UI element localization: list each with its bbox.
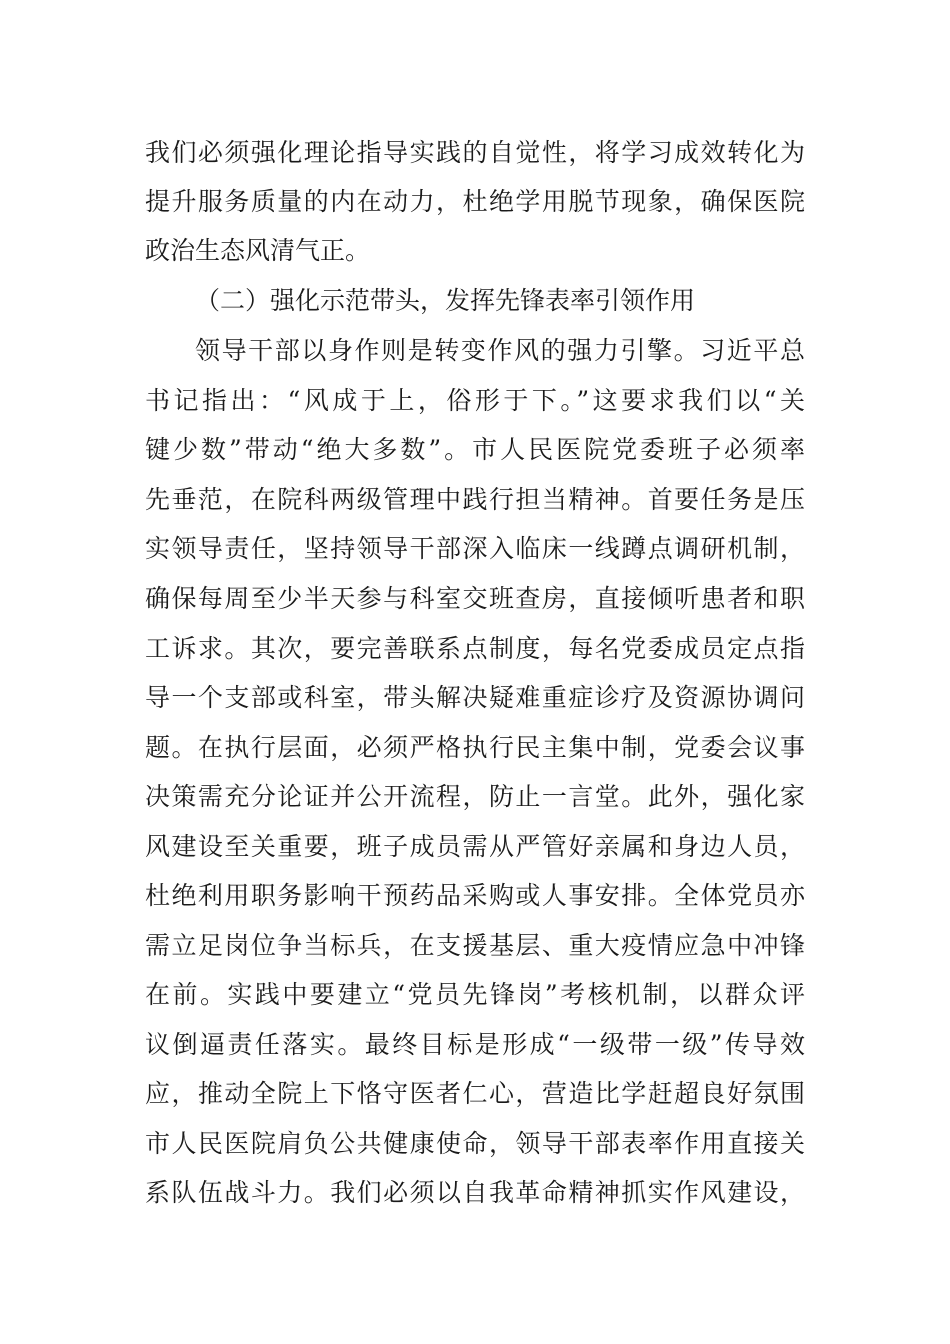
text-line: 决策需充分论证并公开流程，防止一言堂。此外，强化家 <box>145 782 805 811</box>
text-line: 我们必须强化理论指导实践的自觉性，将学习成效转化为 <box>145 138 805 167</box>
text-line: 政治生态风清气正。 <box>145 236 371 265</box>
text-line: 领导干部以身作则是转变作风的强力引擎。习近平总 <box>195 336 805 365</box>
text-line: 实领导责任，坚持领导干部深入临床一线蹲点调研机制， <box>145 534 805 563</box>
text-line: 杜绝利用职务影响干预药品采购或人事安排。全体党员亦 <box>145 881 805 910</box>
text-line: 书记指出：“风成于上，俗形于下。”这要求我们以“关 <box>145 386 805 415</box>
text-line: 工诉求。其次，要完善联系点制度，每名党委成员定点指 <box>145 634 805 663</box>
text-line: 确保每周至少半天参与科室交班查房，直接倾听患者和职 <box>145 584 805 613</box>
text-line: 风建设至关重要，班子成员需从严管好亲属和身边人员， <box>145 832 805 861</box>
text-line: 议倒逼责任落实。最终目标是形成“一级带一级”传导效 <box>145 1030 805 1059</box>
text-line: 先垂范，在院科两级管理中践行担当精神。首要任务是压 <box>145 485 805 514</box>
text-line: 导一个支部或科室，带头解决疑难重症诊疗及资源协调问 <box>145 683 805 712</box>
text-line: 提升服务质量的内在动力，杜绝学用脱节现象，确保医院 <box>145 187 805 216</box>
text-line: 键少数”带动“绝大多数”。市人民医院党委班子必须率 <box>145 435 805 464</box>
text-line: 题。在执行层面，必须严格执行民主集中制，党委会议事 <box>145 733 805 762</box>
text-line: 市人民医院肩负公共健康使命，领导干部表率作用直接关 <box>145 1129 805 1158</box>
text-line: 应，推动全院上下恪守医者仁心，营造比学赶超良好氛围 <box>145 1079 805 1108</box>
text-line: 系队伍战斗力。我们必须以自我革命精神抓实作风建设， <box>145 1178 805 1207</box>
text-line: 需立足岗位争当标兵，在支援基层、重大疫情应急中冲锋 <box>145 931 805 960</box>
text-line: 在前。实践中要建立“党员先锋岗”考核机制，以群众评 <box>145 980 805 1009</box>
section-heading: （二）强化示范带头，发挥先锋表率引领作用 <box>195 286 696 315</box>
